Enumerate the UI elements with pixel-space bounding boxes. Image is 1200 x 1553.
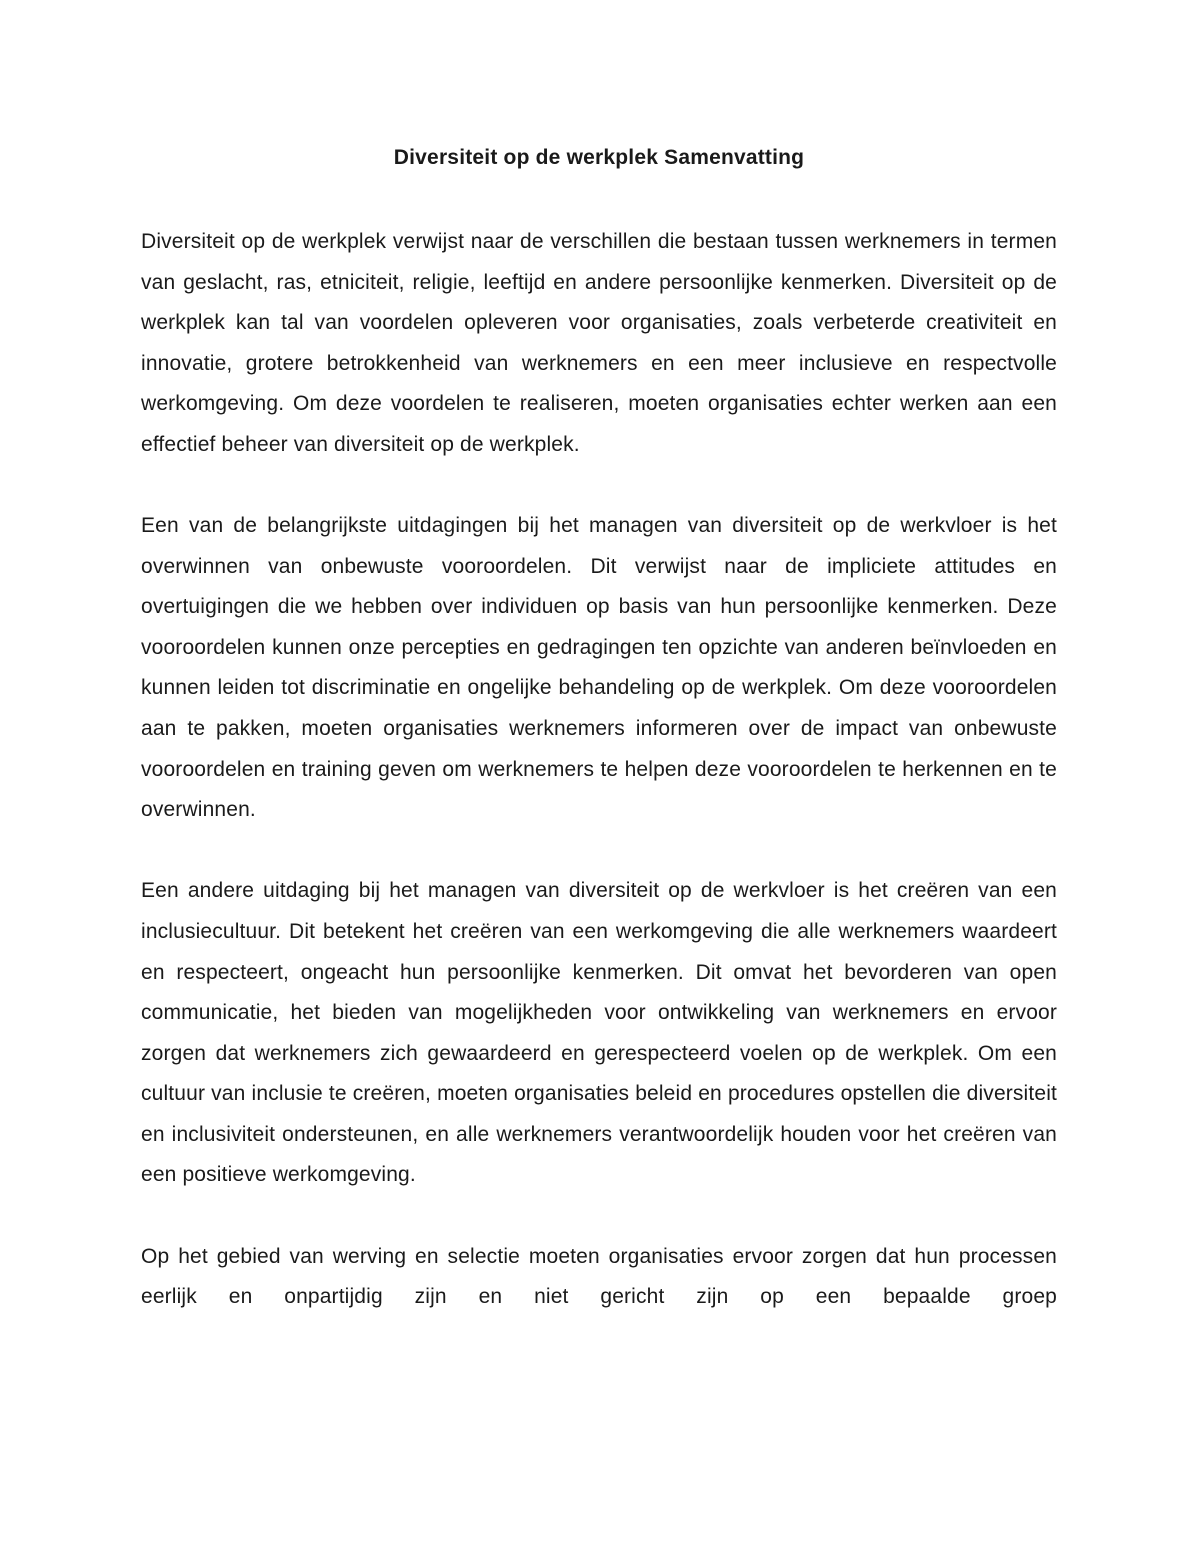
- paragraph-recruitment-selection: Op het gebied van werving en selectie moeten organisaties ervoor zorgen dat hun processen eerlijk en onpartijdig zijn en niet gericht zijn op een bepaalde groep: [141, 1244, 1057, 1309]
- paragraph-unconscious-bias: Een van de belangrijkste uitdagingen bij het managen van diversiteit op de werkvloer is het overwinnen van onbewuste vooroordelen. Dit verwijst naar de impliciete attitudes en overtuigingen die we hebben over individuen op basis van hun persoonlijke kenmerken. Deze vooroordelen kunnen onze percepties en gedragingen ten opzichte van anderen beïnvloeden en kunnen leiden tot discriminatie en ongelijke behandeling op de werkplek. Om deze vooroordelen aan te pakken, moeten organisaties werknemers informeren over de impact van onbewuste vooroordelen en training geven om werknemers te helpen deze vooroordelen te herkennen en te overwinnen.: [141, 514, 1057, 822]
- document-title: Diversiteit op de werkplek Samenvatting: [393, 146, 805, 169]
- paragraph-diversity-definition: Diversiteit op de werkplek verwijst naar de verschillen die bestaan tussen werknemers in termen van geslacht, ras, etniciteit, religie, leeftijd en andere persoonlijke kenmerken. Diversiteit op de werkplek kan tal van voordelen opleveren voor organisaties, zoals verbeterde creativiteit en innovatie, grotere betrokkenheid van werknemers en een meer inclusieve en respectvolle werkomgeving. Om deze voordelen te realiseren, moeten organisaties echter werken aan een effectief beheer van diversiteit op de werkplek.: [141, 230, 1057, 456]
- paragraph-inclusion-culture: Een andere uitdaging bij het managen van diversiteit op de werkvloer is het creëren van een inclusiecultuur. Dit betekent het creëren van een werkomgeving die alle werknemers waardeert en respecteert, ongeacht hun persoonlijke kenmerken. Dit omvat het bevorderen van open communicatie, het bieden van mogelijkheden voor ontwikkeling van werknemers en ervoor zorgen dat werknemers zich gewaardeerd en gerespecteerd voelen op de werkplek. Om een cultuur van inclusie te creëren, moeten organisaties beleid en procedures opstellen die diversiteit en inclusiviteit ondersteunen, en alle werknemers verantwoordelijk houden voor het creëren van een positieve werkomgeving.: [141, 879, 1057, 1187]
- document-page: [141, 138, 1057, 1358]
